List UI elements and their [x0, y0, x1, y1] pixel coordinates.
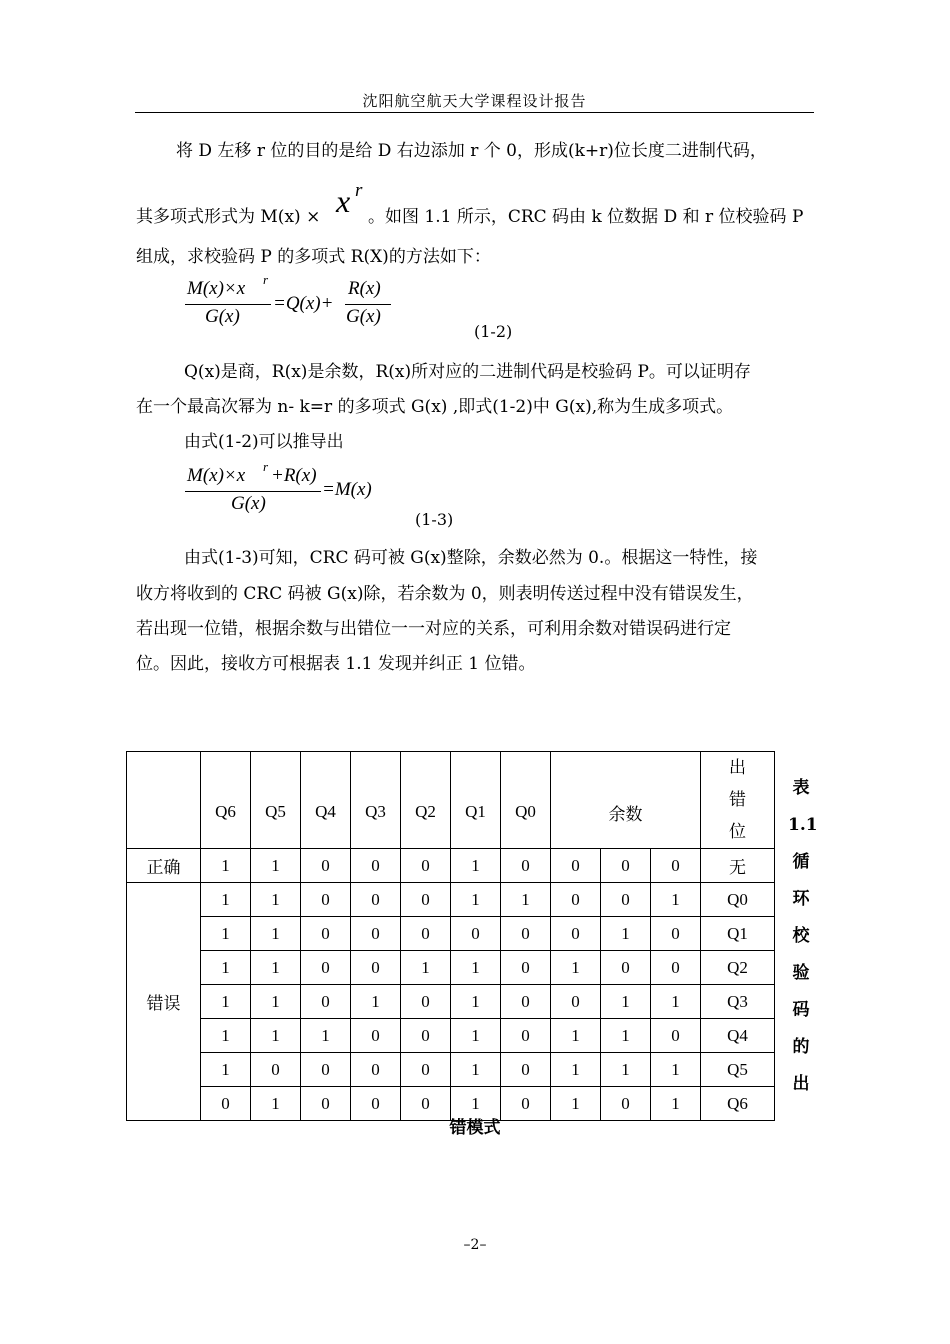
table-cell: 0 [301, 985, 351, 1019]
paragraph-5: 在一个最高次幂为 n- k=r 的多项式 G(x) ,即式(1-2)中 G(x),称为生成多项式。 [136, 397, 734, 417]
table-cell: 0 [401, 849, 451, 883]
table-cell: 1 [601, 985, 651, 1019]
table-cell: 1 [451, 951, 501, 985]
error-position-header [701, 752, 775, 849]
table-cell: 0 [401, 1019, 451, 1053]
header-cell: Q5 [251, 752, 301, 849]
page-number: –2– [463, 1237, 487, 1253]
caption-char: 码 [792, 1000, 810, 1020]
eq2-rhs: =M(x) [322, 479, 372, 500]
table-cell: 1 [201, 985, 251, 1019]
table-row-error [127, 1019, 775, 1053]
table-cell: 0 [351, 1087, 401, 1121]
table-row-error [127, 917, 775, 951]
caption-char: 环 [792, 889, 810, 909]
paragraph-6: 由式(1-2)可以推导出 [184, 432, 344, 452]
table-cell: 1 [251, 951, 301, 985]
table-cell: 0 [301, 1053, 351, 1087]
table-cell: 1 [501, 883, 551, 917]
table-cell: Q1 [701, 917, 775, 951]
table-cell: 1 [601, 917, 651, 951]
table-caption-vertical [788, 770, 818, 1103]
paragraph-10: 位。因此，接收方可根据表 1.1 发现并纠正 1 位错。 [136, 654, 536, 674]
table-cell: 0 [301, 883, 351, 917]
table-cell: 1 [251, 917, 301, 951]
table-row-error [127, 883, 775, 917]
table-cell: 0 [551, 917, 601, 951]
eq1-fraction-bar [185, 304, 271, 305]
paragraph-2b: 。如图 1.1 所示，CRC 码由 k 位数据 D 和 r 位校验码 P [368, 207, 804, 227]
table-cell: 0 [551, 883, 601, 917]
table-cell: 1 [301, 1019, 351, 1053]
paragraph-4: Q(x)是商，R(x)是余数，R(x)所对应的二进制代码是校验码 P。可以证明存 [184, 362, 751, 382]
eq2-denominator: G(x) [231, 493, 266, 514]
table-cell: 0 [501, 849, 551, 883]
table-cell: 1 [201, 1053, 251, 1087]
table-cell: 1 [251, 883, 301, 917]
table-cell: 1 [251, 985, 301, 1019]
table-cell: 0 [501, 951, 551, 985]
table-cell: 1 [451, 1019, 501, 1053]
table-cell: 1 [201, 883, 251, 917]
caption-char: 1.1 [788, 815, 818, 835]
table-cell: 0 [351, 951, 401, 985]
table-cell: 1 [451, 1053, 501, 1087]
remainder-header: 余数 [551, 752, 701, 849]
paragraph-8: 收方将收到的 CRC 码被 G(x)除，若余数为 0，则表明传送过程中没有错误发生， [136, 584, 754, 604]
error-position-header-text: 出错位 [729, 758, 746, 841]
table-cell: 1 [201, 917, 251, 951]
table-row-correct [127, 849, 775, 883]
table-cell: 0 [351, 849, 401, 883]
table-cell: 0 [351, 883, 401, 917]
header-cell: Q2 [401, 752, 451, 849]
table-cell: Q2 [701, 951, 775, 985]
table-cell: Q0 [701, 883, 775, 917]
table-cell: 0 [351, 917, 401, 951]
eq2-numerator-sup: r [263, 459, 269, 474]
table-cell: 1 [351, 985, 401, 1019]
table-cell: 0 [401, 985, 451, 1019]
table-cell: 1 [451, 849, 501, 883]
table-cell: 0 [401, 883, 451, 917]
equation-1-3 [185, 459, 405, 525]
paragraph-7: 由式(1-3)可知，CRC 码可被 G(x)整除，余数必然为 0.。根据这一特性，接 [184, 548, 758, 568]
table-caption-tail: 错模式 [449, 1118, 501, 1138]
inline-x: x [336, 183, 351, 219]
eq1-numerator: M(x)×x [187, 278, 246, 299]
table-cell: Q6 [701, 1087, 775, 1121]
table-cell: Q3 [701, 985, 775, 1019]
table-cell: 0 [351, 1053, 401, 1087]
table-cell: 0 [401, 1087, 451, 1121]
paragraph-1: 将 D 左移 r 位的目的是给 D 右边添加 r 个 0，形成(k+r)位长度二进制代码， [176, 141, 767, 161]
table-cell: 1 [251, 1019, 301, 1053]
caption-char: 出 [792, 1074, 810, 1094]
table-cell: 0 [601, 1087, 651, 1121]
eq1-right-denominator: G(x) [346, 306, 381, 327]
table-cell: 0 [401, 1053, 451, 1087]
table-cell: 0 [601, 883, 651, 917]
table-cell: 1 [401, 951, 451, 985]
table-row-error [127, 985, 775, 1019]
caption-char: 验 [792, 963, 810, 983]
table-cell: 1 [201, 849, 251, 883]
table-cell: 0 [501, 985, 551, 1019]
table-cell: 0 [501, 1087, 551, 1121]
equation-1-2 [185, 272, 415, 338]
table-cell: 0 [651, 951, 701, 985]
table-cell: 0 [401, 917, 451, 951]
table-cell: 0 [651, 849, 701, 883]
table-cell: 1 [251, 849, 301, 883]
page-header [135, 90, 814, 113]
table-cell: 1 [651, 1053, 701, 1087]
eq1-right-numerator: R(x) [348, 278, 381, 299]
crc-error-table [126, 751, 775, 1121]
eq2-fraction-bar [185, 491, 321, 492]
header-cell: Q0 [501, 752, 551, 849]
eq1-middle: =Q(x)+ [273, 293, 334, 314]
table-cell: 0 [651, 917, 701, 951]
table-cell: 1 [551, 1087, 601, 1121]
eq2-numerator-tail: +R(x) [271, 465, 317, 486]
paragraph-2a: 其多项式形式为 M(x) × [136, 207, 321, 227]
eq1-right-fraction-bar [345, 304, 391, 305]
table-cell: 0 [451, 917, 501, 951]
table-cell: 1 [201, 1019, 251, 1053]
table-cell: 1 [651, 985, 701, 1019]
header-cell: Q4 [301, 752, 351, 849]
table-cell: 1 [601, 1019, 651, 1053]
table-cell: 1 [451, 1087, 501, 1121]
table-corner-cell [127, 752, 201, 849]
table-cell: 1 [551, 951, 601, 985]
table-cell: 1 [601, 1053, 651, 1087]
paragraph-9: 若出现一位错，根据余数与出错位一一对应的关系，可利用余数对错误码进行定 [136, 619, 731, 639]
eq1-numerator-sup: r [263, 272, 269, 287]
table-cell: 0 [301, 951, 351, 985]
header-cell: Q3 [351, 752, 401, 849]
header-title: 沈阳航空航天大学课程设计报告 [362, 92, 587, 110]
table-cell: 0 [501, 917, 551, 951]
table-cell: 1 [551, 1053, 601, 1087]
caption-char: 的 [792, 1037, 810, 1057]
table-cell: 0 [551, 985, 601, 1019]
header-cell: Q1 [451, 752, 501, 849]
table-cell: 0 [201, 1087, 251, 1121]
table-cell: 0 [651, 1019, 701, 1053]
inline-r: r [355, 180, 363, 201]
caption-char: 表 [792, 778, 810, 798]
table-cell: 1 [451, 883, 501, 917]
table-cell: 1 [251, 1087, 301, 1121]
table-row-error [127, 1053, 775, 1087]
equation-1-3-label: (1-3) [415, 510, 454, 529]
table-cell: 1 [651, 1087, 701, 1121]
table-cell: 1 [651, 883, 701, 917]
table-cell: 0 [301, 1087, 351, 1121]
table-cell: 无 [701, 849, 775, 883]
paragraph-3: 组成，求校验码 P 的多项式 R(X)的方法如下： [136, 247, 491, 267]
row-label-correct: 正确 [127, 849, 201, 883]
table-cell: 0 [601, 849, 651, 883]
table-cell: 1 [551, 1019, 601, 1053]
table-cell: 0 [251, 1053, 301, 1087]
caption-char: 循 [792, 852, 810, 872]
table-cell: Q4 [701, 1019, 775, 1053]
table-cell: 0 [351, 1019, 401, 1053]
eq2-numerator: M(x)×x [187, 465, 246, 486]
table-cell: 0 [501, 1053, 551, 1087]
equation-1-2-label: (1-2) [474, 322, 513, 341]
table-row-error [127, 951, 775, 985]
header-cell: Q6 [201, 752, 251, 849]
row-label-error: 错误 [127, 883, 201, 1121]
table-cell: 1 [451, 985, 501, 1019]
table-cell: 0 [601, 951, 651, 985]
eq1-denominator: G(x) [205, 306, 240, 327]
table-cell: 1 [201, 951, 251, 985]
table-header-row [127, 752, 775, 849]
table-cell: 0 [301, 917, 351, 951]
table-cell: Q5 [701, 1053, 775, 1087]
table-cell: 0 [301, 849, 351, 883]
table-cell: 0 [501, 1019, 551, 1053]
table-cell: 0 [551, 849, 601, 883]
caption-char: 校 [792, 926, 810, 946]
